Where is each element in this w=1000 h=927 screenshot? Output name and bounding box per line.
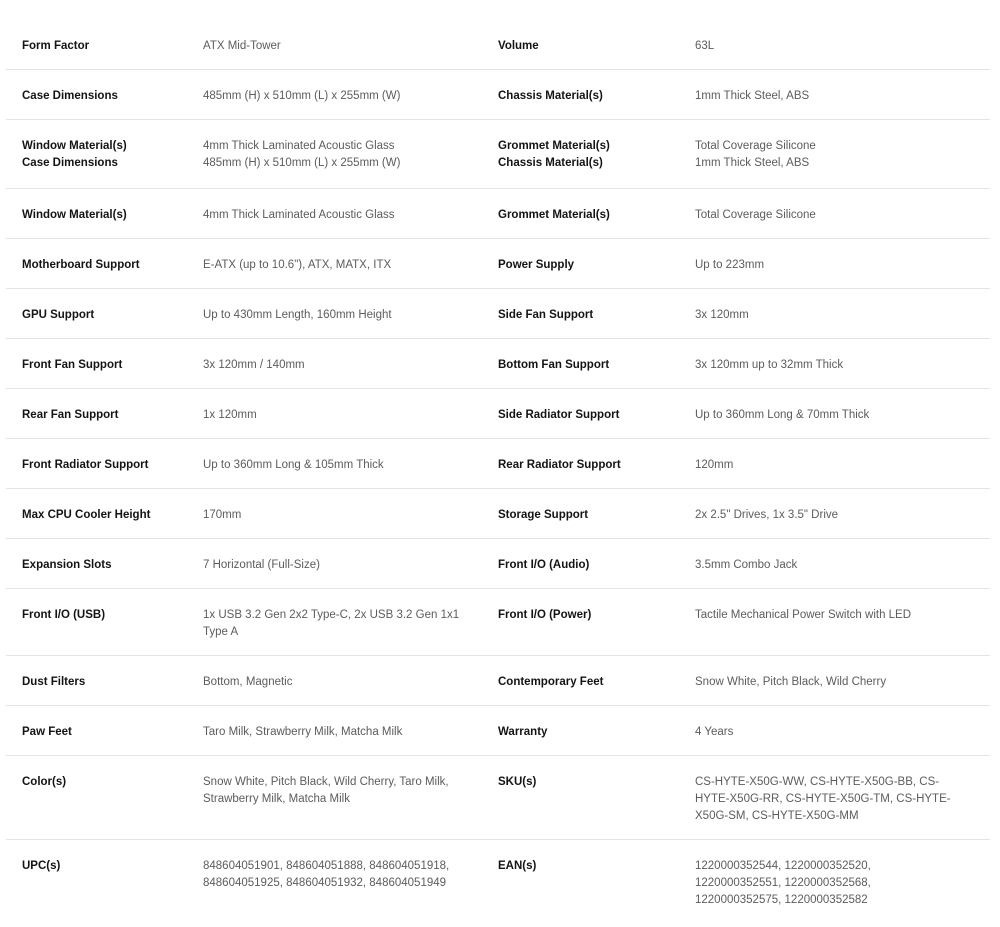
spec-value: 3x 120mm [695,309,749,321]
spec-label-line: Grommet Material(s) [498,140,610,152]
spec-row-rear-fan-support [6,389,990,439]
spec-row-front-radiator-support [6,439,990,489]
spec-label: Paw Feet [22,726,72,738]
spec-label-line: Chassis Material(s) [498,157,603,169]
spec-label: Case Dimensions [22,90,118,102]
spec-label: Warranty [498,726,548,738]
spec-value: 120mm [695,459,734,471]
spec-value: 4mm Thick Laminated Acoustic Glass [203,209,395,221]
spec-label: Rear Fan Support [22,409,119,421]
spec-value: 2x 2.5" Drives, 1x 3.5" Drive [695,509,839,521]
spec-label: Side Radiator Support [498,409,620,421]
spec-value-line: 4mm Thick Laminated Acoustic Glass [203,140,395,152]
spec-value: 485mm (H) x 510mm (L) x 255mm (W) [203,90,401,102]
spec-label: Max CPU Cooler Height [22,509,151,521]
spec-value: 1mm Thick Steel, ABS [695,90,810,102]
spec-value: 1x USB 3.2 Gen 2x2 Type-C, 2x USB 3.2 Gen 1x1 Type A [203,609,460,638]
spec-label-line: Window Material(s) [22,140,127,152]
spec-value: Up to 360mm Long & 70mm Thick [695,409,870,421]
spec-label: Storage Support [498,509,589,521]
spec-row-max-cpu-cooler-height [6,489,990,539]
spec-label: Grommet Material(s) [498,209,610,221]
spec-value: 7 Horizontal (Full-Size) [203,559,320,571]
spec-value: Up to 430mm Length, 160mm Height [203,309,392,321]
spec-label: Form Factor [22,40,90,52]
spec-value: Snow White, Pitch Black, Wild Cherry [695,676,887,688]
spec-label: Front I/O (USB) [22,609,106,621]
spec-value [695,138,990,188]
spec-label: Dust Filters [22,676,86,688]
spec-label: EAN(s) [498,860,537,872]
spec-value: 848604051901, 848604051888, 848604051918, 848604051925, 848604051932, 848604051949 [203,860,450,889]
spec-value: CS-HYTE-X50G-WW, CS-HYTE-X50G-BB, CS-HYTE-X50G-RR, CS-HYTE-X50G-TM, CS-HYTE-X50G-SM, CS-HYTE-X50G-MM [695,776,951,822]
spec-label: Motherboard Support [22,259,140,271]
spec-table [6,20,990,924]
spec-row-expansion-slots [6,539,990,589]
spec-label: GPU Support [22,309,95,321]
spec-row-colors [6,756,990,840]
spec-value: Tactile Mechanical Power Switch with LED [695,609,912,621]
spec-value: E-ATX (up to 10.6"), ATX, MATX, ITX [203,259,392,271]
spec-row-window-material-duplicate [6,120,990,189]
spec-label: Color(s) [22,776,67,788]
spec-label [498,138,695,188]
spec-row-front-fan-support [6,339,990,389]
spec-label: Contemporary Feet [498,676,604,688]
spec-label: Power Supply [498,259,575,271]
spec-value: 170mm [203,509,242,521]
spec-value-line: 1mm Thick Steel, ABS [695,157,810,169]
spec-value: Taro Milk, Strawberry Milk, Matcha Milk [203,726,403,738]
spec-value-line: 485mm (H) x 510mm (L) x 255mm (W) [203,157,401,169]
spec-value: Total Coverage Silicone [695,209,816,221]
spec-label: SKU(s) [498,776,537,788]
spec-value: Snow White, Pitch Black, Wild Cherry, Taro Milk, Strawberry Milk, Matcha Milk [203,776,449,805]
spec-value [203,138,498,188]
spec-row-form-factor [6,20,990,70]
spec-row-dust-filters [6,656,990,706]
spec-label: UPC(s) [22,860,61,872]
spec-label: Chassis Material(s) [498,90,603,102]
spec-label: Expansion Slots [22,559,112,571]
spec-value: ATX Mid-Tower [203,40,281,52]
spec-row-gpu-support [6,289,990,339]
spec-value: 3x 120mm up to 32mm Thick [695,359,844,371]
spec-label: Front I/O (Audio) [498,559,590,571]
spec-value: Up to 360mm Long & 105mm Thick [203,459,384,471]
spec-label: Front I/O (Power) [498,609,592,621]
spec-row-paw-feet [6,706,990,756]
spec-value: 1220000352544, 1220000352520, 1220000352551, 1220000352568, 1220000352575, 1220000352582 [695,860,871,906]
spec-label-line: Case Dimensions [22,157,118,169]
spec-label [6,138,203,188]
spec-value: Up to 223mm [695,259,765,271]
spec-row-window-material [6,189,990,239]
spec-value: 1x 120mm [203,409,257,421]
spec-row-upc-ean [6,840,990,924]
spec-value: 3.5mm Combo Jack [695,559,798,571]
spec-label: Side Fan Support [498,309,594,321]
spec-label: Volume [498,40,539,52]
spec-row-case-dimensions [6,70,990,120]
spec-label: Rear Radiator Support [498,459,621,471]
spec-value: 3x 120mm / 140mm [203,359,305,371]
spec-row-front-io-usb [6,589,990,656]
spec-value: Bottom, Magnetic [203,676,293,688]
spec-value: 4 Years [695,726,734,738]
spec-value-line: Total Coverage Silicone [695,140,816,152]
spec-row-motherboard-support [6,239,990,289]
spec-label: Bottom Fan Support [498,359,610,371]
spec-label: Front Radiator Support [22,459,149,471]
spec-value: 63L [695,40,715,52]
spec-label: Front Fan Support [22,359,123,371]
spec-label: Window Material(s) [22,209,127,221]
